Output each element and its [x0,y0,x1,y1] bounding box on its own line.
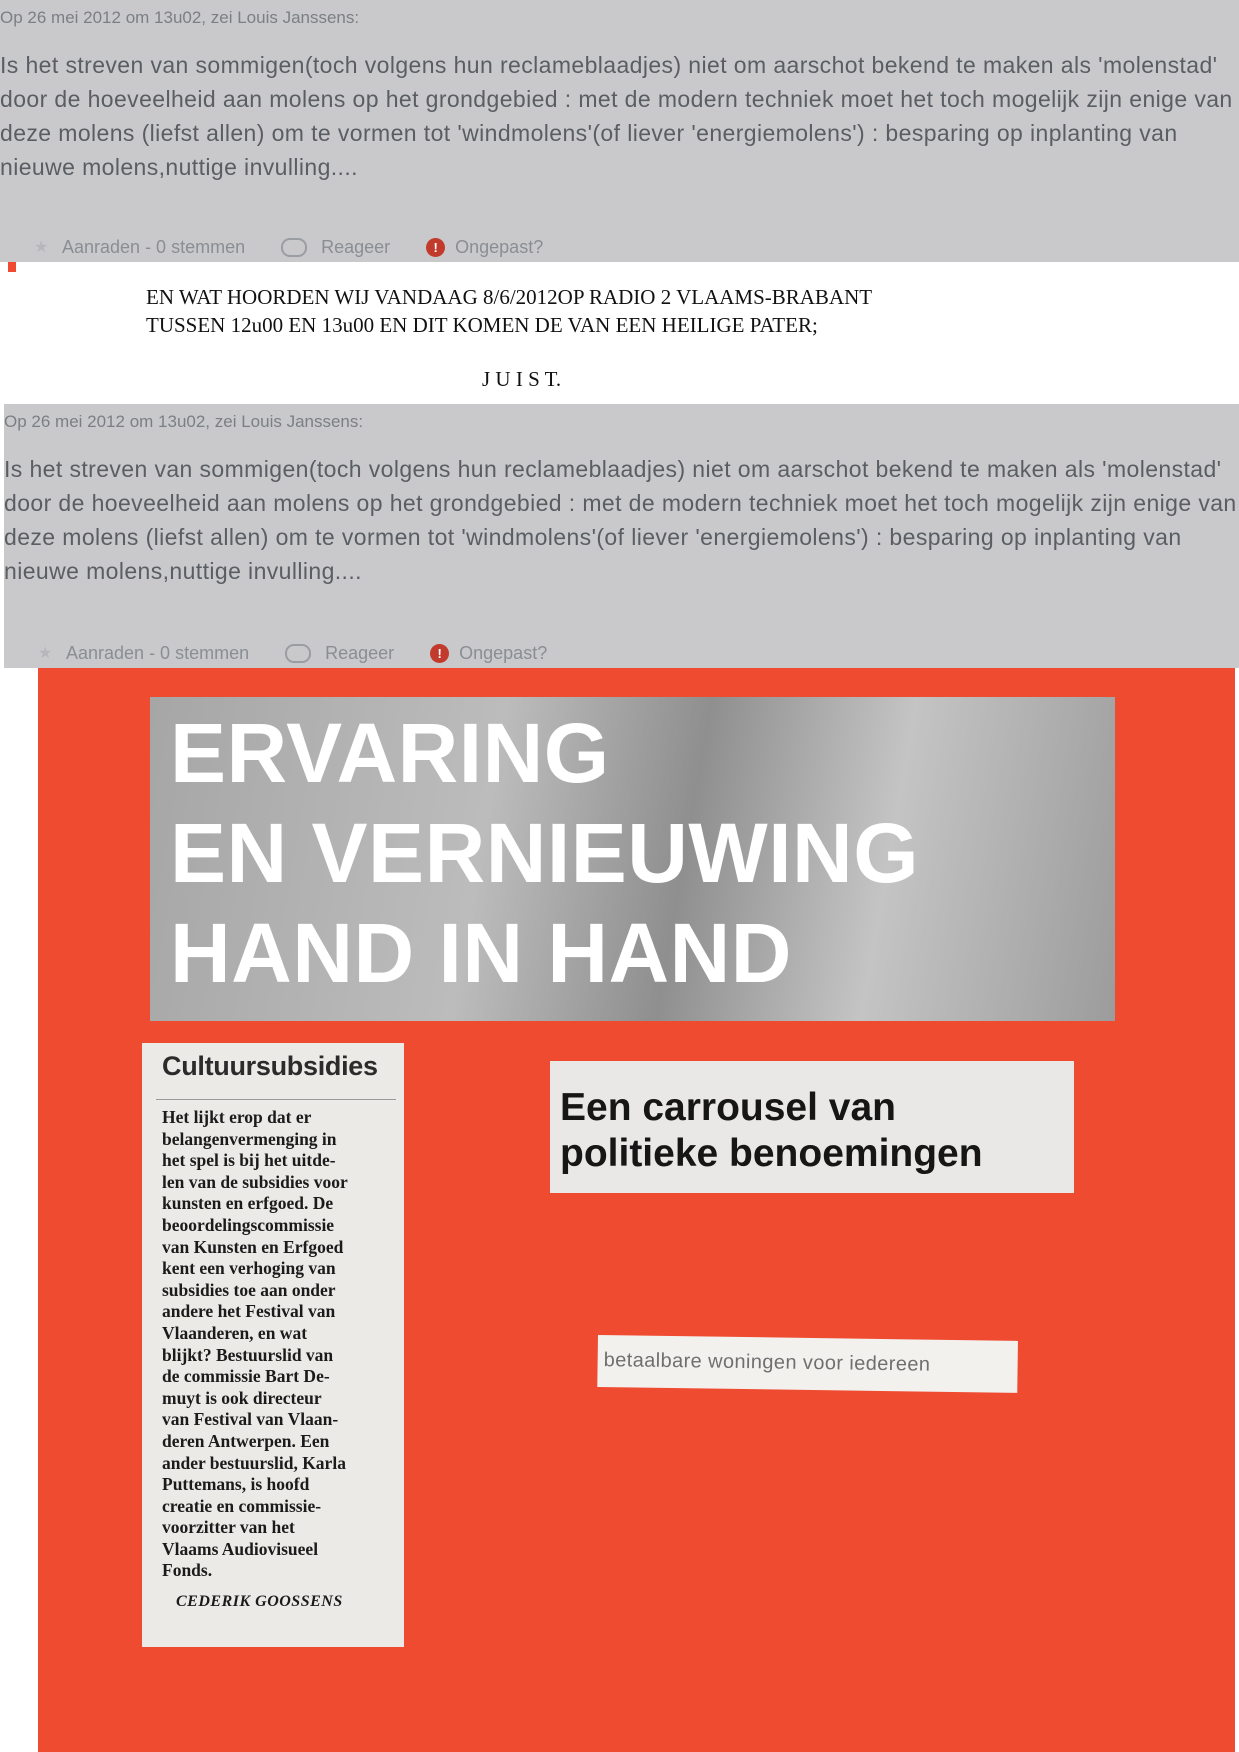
comment-meta: Op 26 mei 2012 om 13u02, zei Louis Janssens: [0,8,360,27]
woningen-clipping [597,1335,1018,1393]
comment-meta: Op 26 mei 2012 om 13u02, zei Louis Janssens: [4,412,364,431]
speech-bubble-icon [281,238,307,257]
comment-card [0,0,1239,262]
headline-clipping [150,697,1115,1021]
carrousel-clipping [550,1061,1074,1193]
comment-body: Is het streven van sommigen(toch volgens hun reclameblaadjes) niet om aarschot bekend te maken als 'molenstad' door de hoeveelheid aan molens op het grondgebied : met de modern techniek moet het toch mogelijk zijn enige van deze molens (liefst allen) om te vormen tot 'windmolens'(of liever 'energiemolens') : besparing op inplanting van nieuwe molens,nuttige invulling.... [4,456,1237,584]
comment-card [4,404,1239,668]
clipping-title: Cultuursubsidies [162,1051,378,1081]
comment-actions [34,237,543,258]
report-link[interactable]: Ongepast? [459,643,548,663]
headline-line-1: ERVARING [170,706,610,800]
woningen-text: betaalbare woningen voor iedereen [603,1349,931,1376]
typed-note-line-1: EN WAT HOORDEN WIJ VANDAAG 8/6/2012OP RADIO 2 VLAAMS-BRABANT [146,285,873,309]
newspaper-clipping [142,1043,404,1647]
star-icon[interactable]: ★ [38,644,53,662]
recommend-link[interactable]: Aanraden - 0 stemmen [62,237,246,257]
star-icon[interactable]: ★ [34,238,49,256]
carrousel-title: Een carrousel van politieke benoemingen [560,1086,983,1175]
speech-bubble-icon [285,644,311,663]
typed-note-line-2: TUSSEN 12u00 EN 13u00 EN DIT KOMEN DE VAN EEN HEILIGE PATER; [146,313,818,337]
headline-line-2: EN VERNIEUWING [170,806,920,900]
clipping-byline: CEDERIK GOOSSENS [176,1593,343,1610]
alert-icon: ! [426,238,445,257]
comment-body: Is het streven van sommigen(toch volgens hun reclameblaadjes) niet om aarschot bekend te maken als 'molenstad' door de hoeveelheid aan molens op het grondgebied : met de modern techniek moet het toch mogelijk zijn enige van deze molens (liefst allen) om te vormen tot 'windmolens'(of liever 'energiemolens') : besparing op inplanting van nieuwe molens,nuttige invulling.... [0,52,1233,180]
reply-link[interactable]: Reageer [321,237,391,257]
clipping-rule [156,1099,396,1100]
recommend-link[interactable]: Aanraden - 0 stemmen [66,643,250,663]
typed-note-line-3: J U I S T. [482,367,562,391]
alert-icon: ! [430,644,449,663]
clipping-text: Het lijkt erop dat er belangenvermenging in het spel is bij het uitde- len van de subsidies voor kunsten en erfgoed. De beoordelingscommissie van Kunsten en Erfgoed kent een verhoging van subsidies toe aan onder andere het Festival van Vlaanderen, en wat blijkt? Bestuurslid van de commissie Bart De- muyt is ook directeur van Festival van Vlaan- deren Antwerpen. Een ander bestuurslid, Karla Puttemans, is hoofd creatie en commissie- voorzitter van het Vlaams Audiovisueel Fonds. [162,1107,348,1581]
reply-link[interactable]: Reageer [325,643,395,663]
headline-line-3: HAND IN HAND [170,906,792,1000]
comment-actions [38,643,547,664]
report-link[interactable]: Ongepast? [455,237,544,257]
